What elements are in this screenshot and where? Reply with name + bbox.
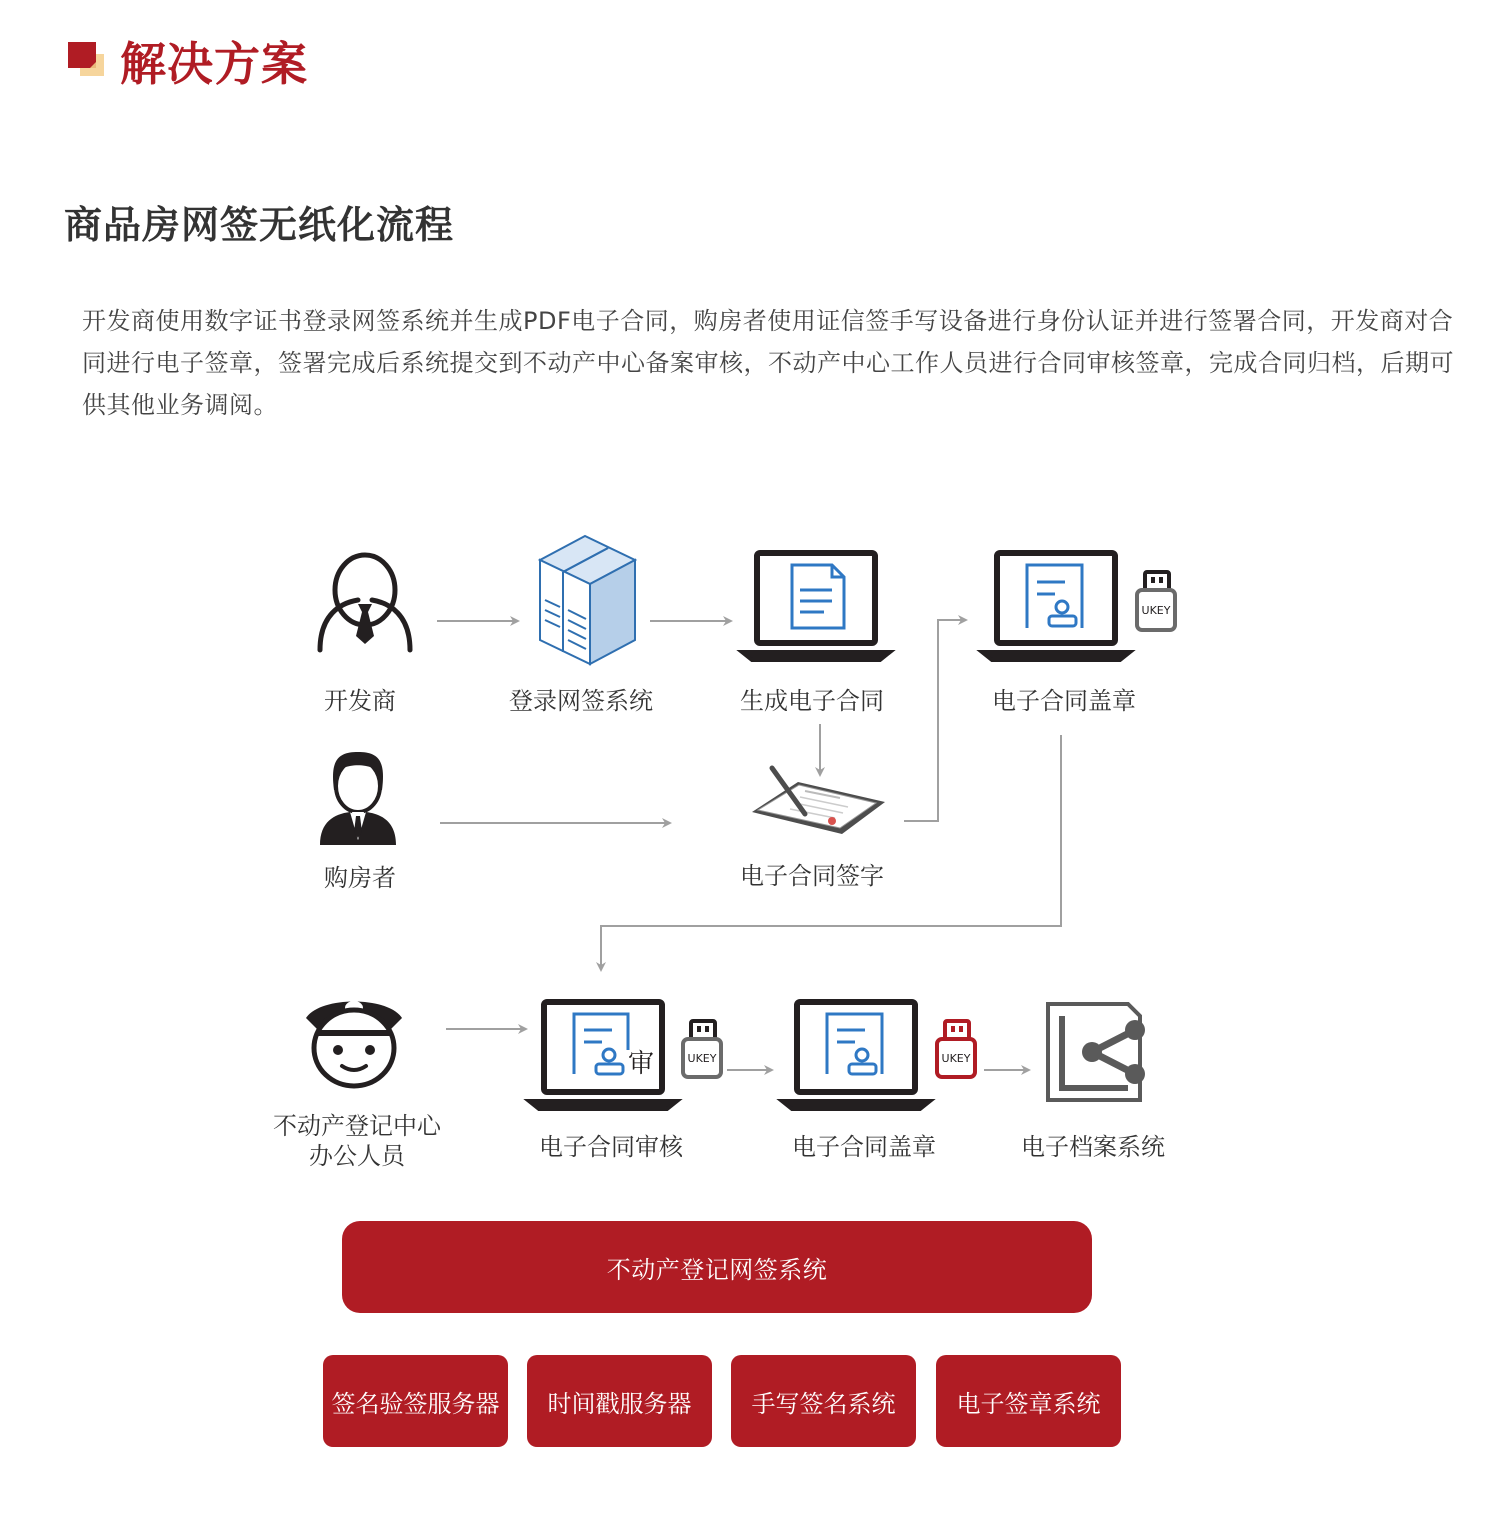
usb-key-red-icon	[937, 1021, 975, 1077]
service-box-handwriting: 手写签名系统	[731, 1355, 916, 1447]
service-box-signature-verify: 签名验签服务器	[323, 1355, 508, 1447]
tablet-signature-icon	[752, 768, 885, 834]
node-label-developer: 开发商	[324, 687, 396, 715]
arrow-sign-seal	[904, 620, 966, 821]
officer-icon	[306, 1001, 402, 1086]
node-label-seal: 电子合同盖章	[992, 687, 1136, 715]
node-label-login: 登录网签系统	[509, 687, 653, 715]
node-label-sign: 电子合同签字	[740, 862, 884, 890]
arrow-seal-review	[601, 735, 1061, 970]
laptop-document-icon	[742, 553, 890, 660]
archive-share-icon	[1048, 1004, 1145, 1100]
developer-icon	[320, 555, 410, 650]
laptop-review-icon	[529, 1002, 677, 1109]
server-icon	[540, 536, 635, 664]
svg-text:审: 审	[627, 1049, 655, 1079]
usb-key-icon	[683, 1021, 721, 1077]
system-bar: 不动产登记网签系统	[342, 1221, 1092, 1313]
usb-key-icon	[1137, 572, 1175, 630]
service-box-timestamp: 时间戳服务器	[527, 1355, 712, 1447]
node-label-staff-line2: 办公人员	[309, 1142, 405, 1170]
node-label-buyer: 购房者	[324, 864, 396, 892]
service-box-e-seal: 电子签章系统	[936, 1355, 1121, 1447]
node-label-staff-line1: 不动产登记中心	[273, 1112, 441, 1140]
laptop-seal-icon	[782, 1002, 930, 1109]
svg-text:UKEY: UKEY	[941, 1052, 971, 1065]
node-label-archive: 电子档案系统	[1021, 1133, 1165, 1161]
node-label-review: 电子合同审核	[539, 1133, 683, 1161]
section-title: 解决方案	[120, 37, 308, 91]
node-label-generate: 生成电子合同	[740, 687, 884, 715]
node-label-seal-2: 电子合同盖章	[792, 1133, 936, 1161]
page-title: 商品房网签无纸化流程	[64, 203, 455, 247]
process-description: 开发商使用数字证书登录网签系统并生成PDF电子合同，购房者使用证信签手写设备进行身份认证并进行签署合同，开发商对合同进行电子签章，签署完成后系统提交到不动产中心备案审核，不动产中心工作人员进行合同审核签章，完成合同归档，后期可供其他业务调阅。	[82, 307, 1454, 419]
svg-text:UKEY: UKEY	[687, 1052, 717, 1065]
buyer-icon	[320, 752, 396, 845]
svg-text:UKEY: UKEY	[1141, 604, 1171, 617]
laptop-seal-icon	[982, 553, 1130, 660]
